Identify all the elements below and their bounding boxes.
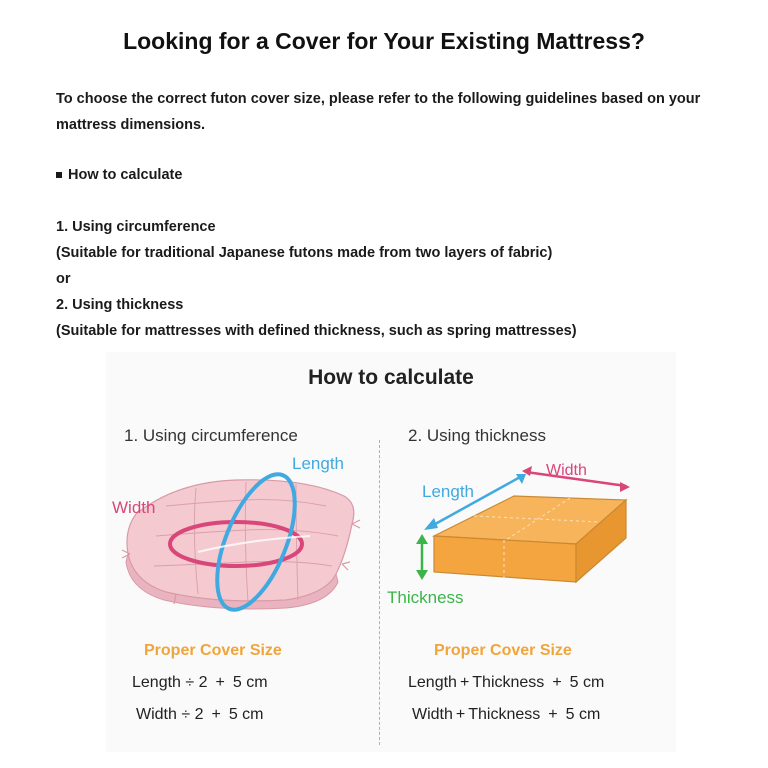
formula-term: 5 cm — [228, 706, 264, 723]
calculation-figure — [106, 352, 676, 752]
column-divider — [379, 440, 380, 745]
plus-sign: + — [459, 674, 470, 691]
plus-sign: + — [548, 706, 558, 723]
formula-term: Thickness — [472, 674, 545, 691]
left-width-label: Width — [112, 498, 156, 517]
right-width-label: Width — [546, 462, 587, 479]
right-formula-width — [412, 706, 600, 724]
method2-desc: (Suitable for mattresses with defined thickness, such as spring mattresses) — [56, 323, 577, 339]
methods-list — [56, 214, 736, 344]
plus-sign: + — [552, 674, 562, 691]
formula-term: Width ÷ 2 — [136, 706, 204, 723]
bullet-heading — [56, 162, 736, 188]
plus-sign: + — [215, 674, 225, 691]
formula-term: Width — [412, 706, 453, 723]
or-text: or — [56, 271, 71, 287]
formula-term: Length — [408, 674, 457, 691]
left-proper-size-heading: Proper Cover Size — [144, 642, 282, 659]
right-formula-length — [408, 674, 604, 692]
method2-title: 2. Using thickness — [56, 297, 184, 313]
formula-term: 5 cm — [569, 674, 605, 691]
right-proper-size-heading: Proper Cover Size — [434, 642, 572, 659]
formula-term: Length ÷ 2 — [132, 674, 208, 691]
bullet-icon — [56, 172, 62, 178]
right-thickness-label: Thickness — [387, 588, 464, 607]
right-column-heading: 2. Using thickness — [408, 426, 546, 445]
intro-text: To choose the correct futon cover size, please refer to the following guidelines based on your mattress dimensions. — [56, 91, 701, 133]
plus-sign: + — [211, 706, 221, 723]
thickness-arrow — [416, 534, 428, 580]
formula-term: Thickness — [468, 706, 541, 723]
figure-title: How to calculate — [308, 366, 474, 389]
left-column-heading: 1. Using circumference — [124, 426, 298, 445]
right-length-label: Length — [422, 482, 474, 501]
formula-term: 5 cm — [565, 706, 601, 723]
method1-desc: (Suitable for traditional Japanese futons made from two layers of fabric) — [56, 245, 553, 261]
mattress-front — [434, 536, 576, 582]
method1-title: 1. Using circumference — [56, 219, 216, 235]
page-title: Looking for a Cover for Your Existing Mattress? — [123, 28, 645, 54]
left-formula-length — [132, 674, 268, 692]
left-formula-width — [136, 706, 263, 724]
futon-body — [127, 480, 354, 601]
plus-sign: + — [455, 706, 466, 723]
left-length-label: Length — [292, 454, 344, 473]
bullet-heading-label: How to calculate — [68, 167, 183, 183]
formula-term: 5 cm — [232, 674, 268, 691]
